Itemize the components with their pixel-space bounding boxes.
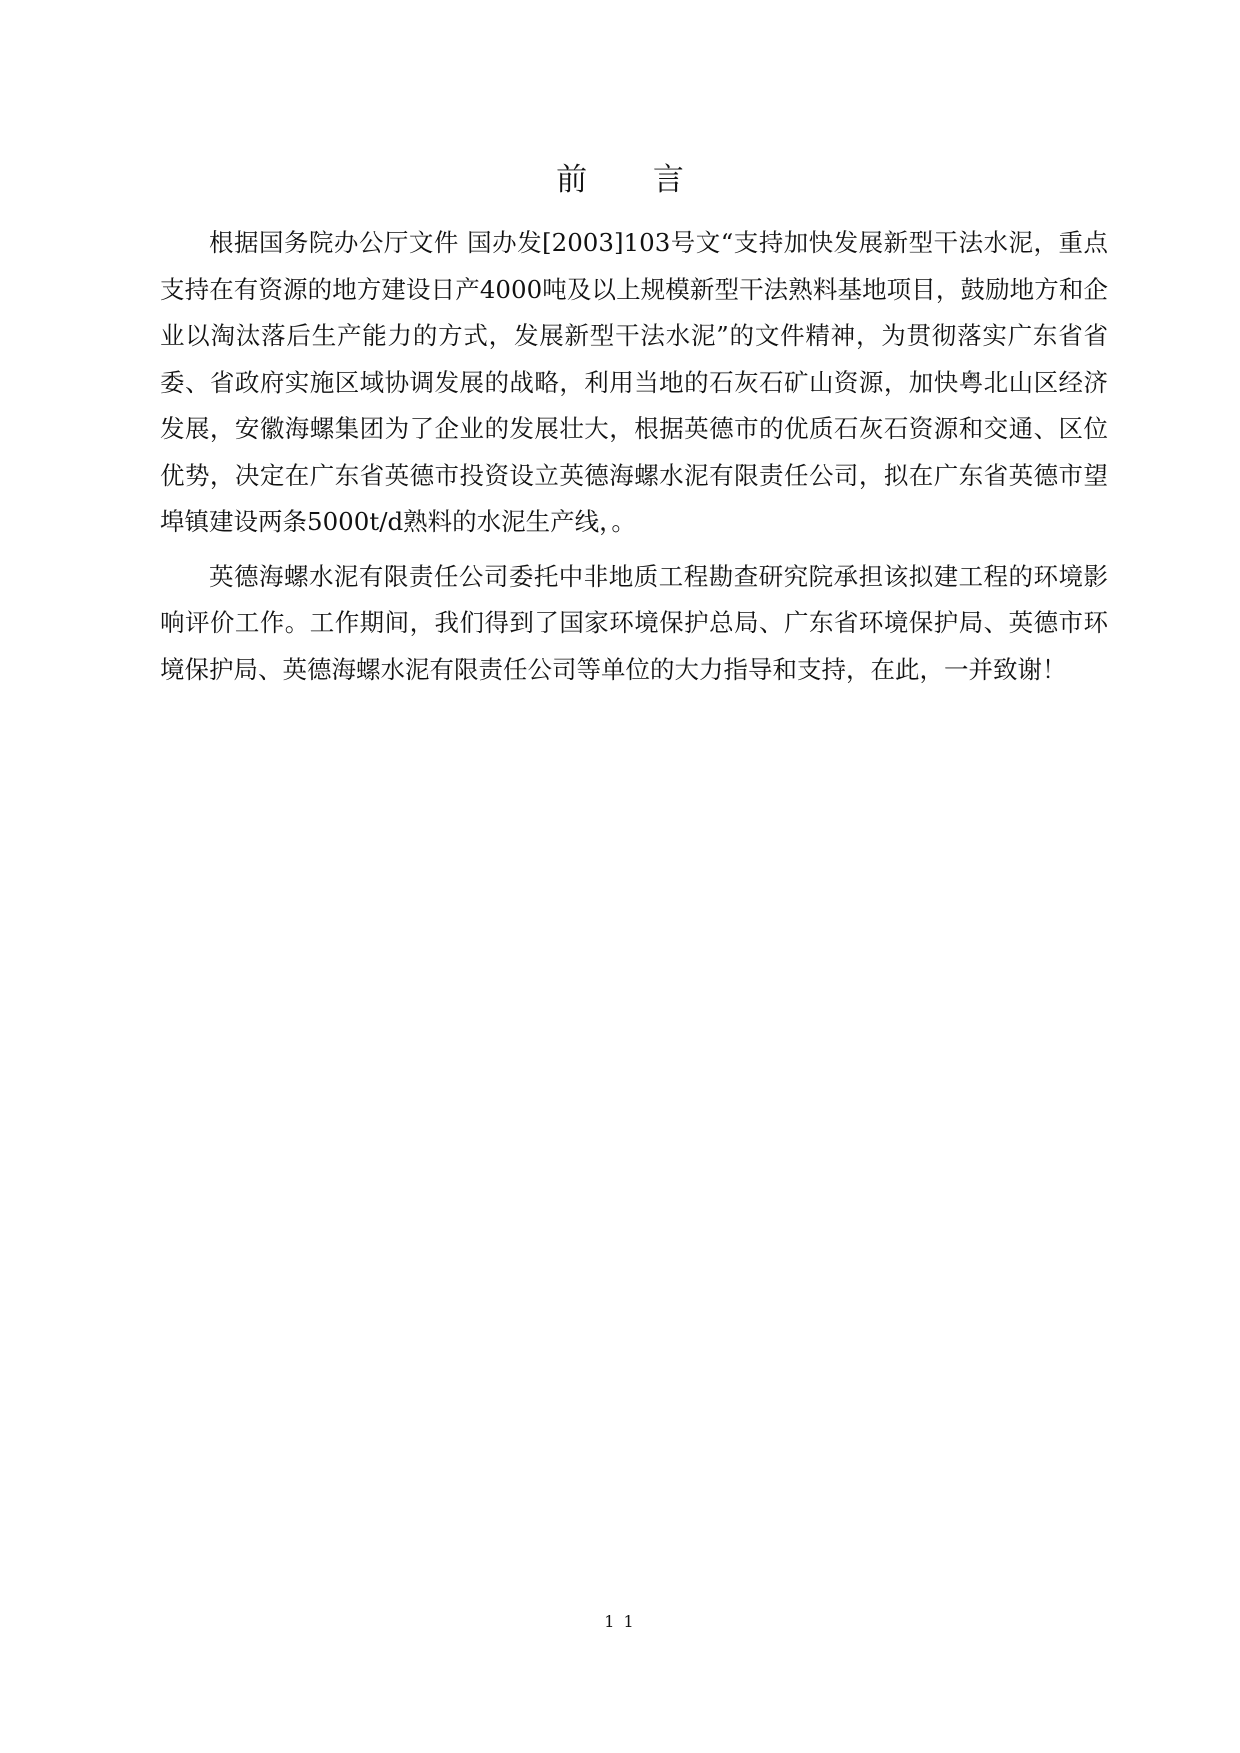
- document-body: [160, 220, 1108, 693]
- paragraph-1: 根据国务院办公厅文件 国办发[2003]103号文“支持加快发展新型干法水泥，重点支持在有资源的地方建设日产4000吨及以上规模新型干法熟料基地项目，鼓励地方和企业以淘汰落后生产能力的方式，发展新型干法水泥”的文件精神，为贯彻落实广东省省委、省政府实施区域协调发展的战略，利用当地的石灰石矿山资源，加快粤北山区经济发展，安徽海螺集团为了企业的发展壮大，根据英德市的优质石灰石资源和交通、区位优势，决定在广东省英德市投资设立英德海螺水泥有限责任公司，拟在广东省英德市望埠镇建设两条5000t/d熟料的水泥生产线，。: [160, 228, 1108, 536]
- paragraph-2: 英德海螺水泥有限责任公司委托中非地质工程勘查研究院承担该拟建工程的环境影响评价工作。工作期间，我们得到了国家环境保护总局、广东省环境保护局、英德市环境保护局、英德海螺水泥有限责任公司等单位的大力指导和支持，在此，一并致谢！: [160, 561, 1108, 684]
- page-number: 1 1: [604, 1612, 636, 1631]
- page-title: 前 言: [556, 162, 712, 198]
